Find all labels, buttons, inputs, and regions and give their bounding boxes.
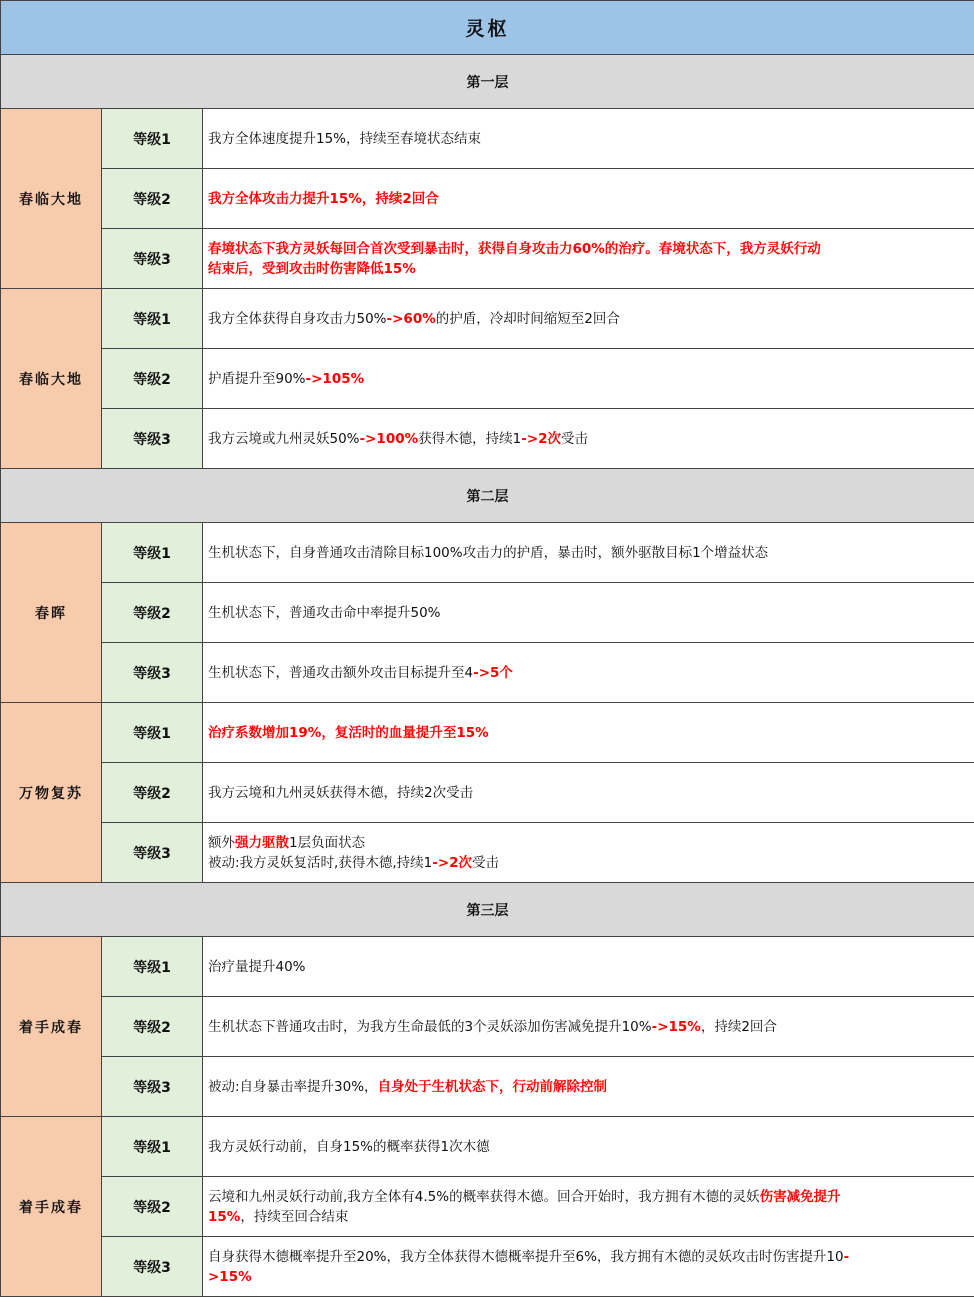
description-line [208, 259, 969, 279]
highlight-text: 自身处于生机状态下，行动前解除控制 [378, 1079, 608, 1095]
description-line [208, 429, 969, 449]
highlight-text: ->105% [306, 371, 365, 387]
level-description [203, 1237, 974, 1297]
highlight-text: 伤害减免提升 [760, 1189, 841, 1205]
level-row [1, 643, 974, 703]
highlight-text: 强力驱散 [235, 835, 289, 851]
skill-name: 春临大地 [1, 289, 102, 469]
level-description [203, 997, 974, 1057]
description-text: 生机状态下，普通攻击命中率提升50% [208, 605, 441, 621]
level-row [1, 349, 974, 409]
description-line [208, 1187, 969, 1207]
description-text: 被动:我方灵妖复活时,获得木德,持续1 [208, 855, 432, 871]
level-description [203, 169, 974, 229]
description-text: 我方云境或九州灵妖50% [208, 431, 360, 447]
description-text: 生机状态下，自身普通攻击清除目标100%攻击力的护盾，暴击时，额外驱散目标1个增益状态 [208, 545, 768, 561]
description-text: ，持续至回合结束 [240, 1209, 348, 1225]
highlight-text: 15% [208, 1209, 240, 1225]
level-row [1, 229, 974, 289]
level-label: 等级1 [102, 703, 203, 763]
description-line [208, 129, 969, 149]
description-line [208, 603, 969, 623]
highlight-text: >15% [208, 1269, 252, 1285]
level-label: 等级2 [102, 997, 203, 1057]
description-text: 额外 [208, 835, 235, 851]
level-row [1, 523, 974, 583]
level-row [1, 583, 974, 643]
level-label: 等级2 [102, 349, 203, 409]
level-description [203, 583, 974, 643]
level-description [203, 703, 974, 763]
level-label: 等级2 [102, 763, 203, 823]
level-row [1, 937, 974, 997]
level-label: 等级1 [102, 523, 203, 583]
description-line [208, 663, 969, 683]
description-text: 被动:自身暴击率提升30%， [208, 1079, 378, 1095]
description-line [208, 309, 969, 329]
level-label: 等级1 [102, 1117, 203, 1177]
level-description [203, 109, 974, 169]
level-label: 等级3 [102, 409, 203, 469]
description-line [208, 369, 969, 389]
level-label: 等级3 [102, 229, 203, 289]
level-row [1, 409, 974, 469]
level-row [1, 289, 974, 349]
level-row [1, 169, 974, 229]
highlight-text: ->100% [360, 431, 419, 447]
layer-header: 第二层 [1, 469, 974, 523]
description-line [208, 543, 969, 563]
description-line [208, 1137, 969, 1157]
skill-name: 着手成春 [1, 1117, 102, 1297]
level-description [203, 1117, 974, 1177]
level-row [1, 997, 974, 1057]
level-label: 等级3 [102, 643, 203, 703]
description-text: 云境和九州灵妖行动前,我方全体有4.5%的概率获得木德。回合开始时，我方拥有木德的灵妖 [208, 1189, 760, 1205]
description-line [208, 723, 969, 743]
level-row [1, 109, 974, 169]
highlight-text: ->2次 [521, 431, 561, 447]
description-line [208, 1267, 969, 1287]
description-text: 受击 [561, 431, 588, 447]
level-row [1, 1057, 974, 1117]
highlight-text: 春境状态下我方灵妖每回合首次受到暴击时，获得自身攻击力60%的治疗。春境状态下，我方灵妖行动 [208, 241, 821, 257]
highlight-text: 我方全体攻击力提升15%，持续2回合 [208, 191, 439, 207]
level-label: 等级2 [102, 583, 203, 643]
level-description [203, 1177, 974, 1237]
description-text: 自身获得木德概率提升至20%，我方全体获得木德概率提升至6%，我方拥有木德的灵妖攻击时伤害提升10 [208, 1249, 844, 1265]
description-text: 我方云境和九州灵妖获得木德，持续2次受击 [208, 785, 473, 801]
level-description [203, 823, 974, 883]
description-text: 的护盾，冷却时间缩短至2回合 [436, 311, 620, 327]
highlight-text: ->60% [387, 311, 436, 327]
layer-row [1, 55, 974, 109]
level-label: 等级2 [102, 169, 203, 229]
level-label: 等级2 [102, 1177, 203, 1237]
highlight-text: 结束后，受到攻击时伤害降低15% [208, 261, 416, 277]
level-row [1, 703, 974, 763]
description-text: 生机状态下，普通攻击额外攻击目标提升至4 [208, 665, 473, 681]
level-row [1, 1237, 974, 1297]
layer-header: 第三层 [1, 883, 974, 937]
description-text: 护盾提升至90% [208, 371, 306, 387]
description-text: 获得木德，持续1 [418, 431, 521, 447]
level-description [203, 523, 974, 583]
description-text: 治疗量提升40% [208, 959, 306, 975]
level-label: 等级1 [102, 937, 203, 997]
description-line [208, 1077, 969, 1097]
level-description [203, 229, 974, 289]
table-title: 灵枢 [1, 1, 974, 55]
description-line [208, 239, 969, 259]
level-description [203, 643, 974, 703]
level-description [203, 409, 974, 469]
level-label: 等级3 [102, 1057, 203, 1117]
description-text: 受击 [472, 855, 499, 871]
level-description [203, 289, 974, 349]
skill-name: 春晖 [1, 523, 102, 703]
level-description [203, 763, 974, 823]
level-label: 等级3 [102, 1237, 203, 1297]
description-line [208, 783, 969, 803]
skill-name: 春临大地 [1, 109, 102, 289]
level-row [1, 1117, 974, 1177]
description-line [208, 853, 969, 873]
highlight-text: 治疗系数增加19%，复活时的血量提升至15% [208, 725, 489, 741]
highlight-text: ->5个 [473, 665, 513, 681]
highlight-text: ->15% [652, 1019, 701, 1035]
level-label: 等级1 [102, 289, 203, 349]
description-line [208, 1207, 969, 1227]
skill-name: 着手成春 [1, 937, 102, 1117]
skill-name: 万物复苏 [1, 703, 102, 883]
description-text: 我方灵妖行动前，自身15%的概率获得1次木德 [208, 1139, 490, 1155]
layer-row [1, 883, 974, 937]
description-text: 生机状态下普通攻击时，为我方生命最低的3个灵妖添加伤害减免提升10% [208, 1019, 652, 1035]
description-line [208, 1017, 969, 1037]
description-text: 我方全体获得自身攻击力50% [208, 311, 387, 327]
level-description [203, 1057, 974, 1117]
highlight-text: ->2次 [432, 855, 472, 871]
description-line [208, 833, 969, 853]
layer-row [1, 469, 974, 523]
level-row [1, 1177, 974, 1237]
description-text: 我方全体速度提升15%，持续至春境状态结束 [208, 131, 481, 147]
level-label: 等级1 [102, 109, 203, 169]
description-line [208, 1247, 969, 1267]
description-text: 1层负面状态 [289, 835, 365, 851]
level-row [1, 823, 974, 883]
description-text: ，持续2回合 [701, 1019, 777, 1035]
level-description [203, 349, 974, 409]
title-row [1, 1, 974, 55]
level-row [1, 763, 974, 823]
layer-header: 第一层 [1, 55, 974, 109]
highlight-text: - [844, 1249, 850, 1265]
description-line [208, 189, 969, 209]
description-line [208, 957, 969, 977]
level-description [203, 937, 974, 997]
level-label: 等级3 [102, 823, 203, 883]
